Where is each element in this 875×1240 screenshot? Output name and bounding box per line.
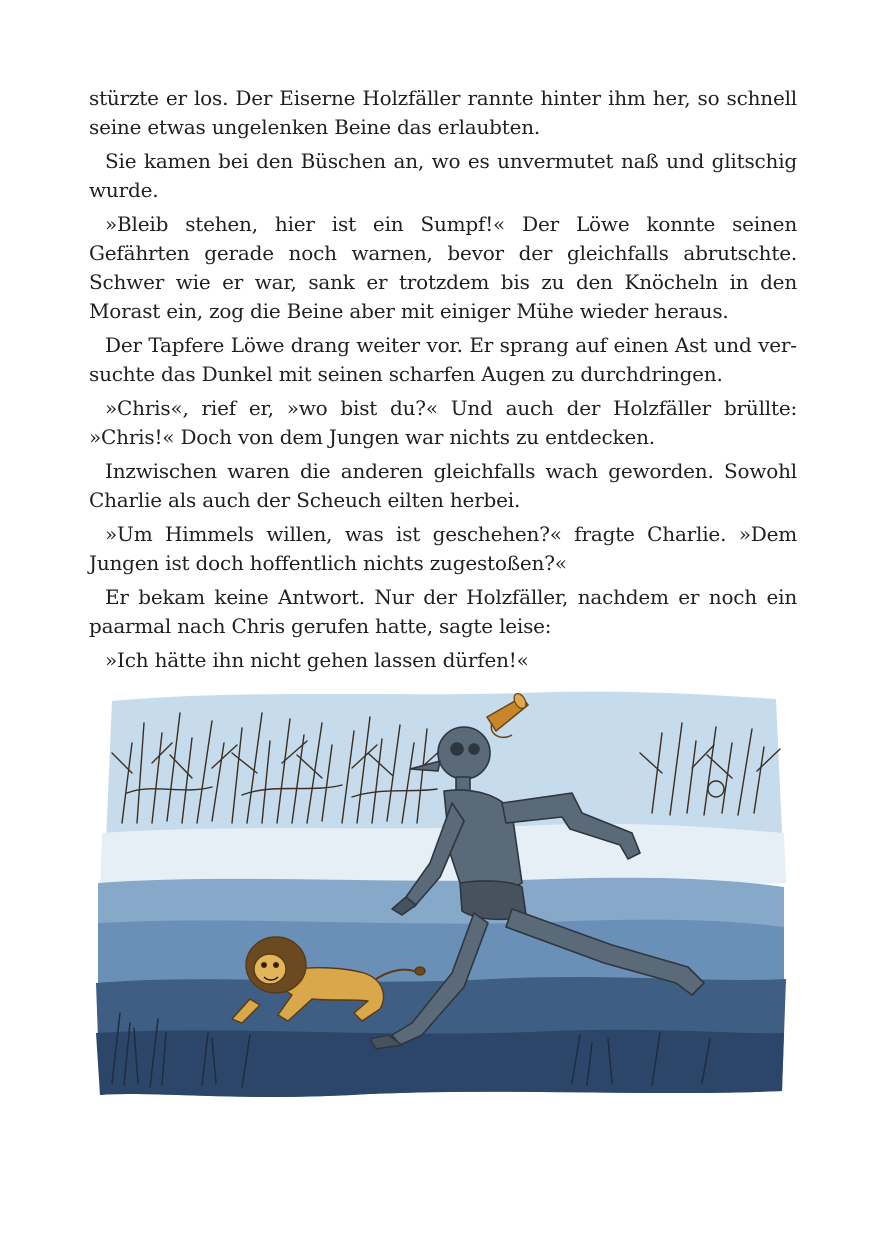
illustration-woodman-and-lion xyxy=(92,683,792,1103)
paragraph-1: stürzte er los. Der Eiserne Holzfäller rannte hinter ihm her, so schnell seine etwas ungelenken Beine das erlaubten. xyxy=(89,86,797,139)
paragraph-3: »Bleib stehen, hier ist ein Sumpf!« Der Löwe konnte seinen Gefährten gerade noch warnen, bevor der gleichfalls abrutschte. Schwer wie er war, sank er trotzdem bis zu den Knöcheln in den Morast ein, zog die Beine aber mit einiger Mühe wieder heraus. xyxy=(89,212,797,323)
paragraph-4: Der Tapfere Löwe drang weiter vor. Er sprang auf einen Ast und versuchte das Dunkel mit seinen scharfen Augen zu durchdringen. xyxy=(89,333,797,386)
paragraph-5: »Chris«, rief er, »wo bist du?« Und auch der Holzfäller brüllte: »Chris!« Doch von dem Jungen war nichts zu entdecken. xyxy=(89,396,797,449)
paragraph-8: Er bekam keine Antwort. Nur der Holzfäller, nachdem er noch ein paarmal nach Chris gerufen hatte, sagte leise: xyxy=(89,585,797,638)
story-text xyxy=(89,84,797,680)
paragraph-9: »Ich hätte ihn nicht gehen lassen dürfen!« xyxy=(105,648,529,672)
paragraph-7: »Um Himmels willen, was ist geschehen?« fragte Charlie. »Dem Jungen ist doch hoffentlich nichts zugestoßen?« xyxy=(89,522,797,575)
paragraph-6: Inzwischen waren die anderen gleichfalls wach geworden. Sowohl Charlie als auch der Scheuch eilten herbei. xyxy=(89,459,797,512)
ground-shadow xyxy=(96,1030,784,1097)
illustration-svg xyxy=(92,683,792,1103)
paragraph-2: Sie kamen bei den Büschen an, wo es unvermutet naß und glitschig wurde. xyxy=(89,149,797,202)
